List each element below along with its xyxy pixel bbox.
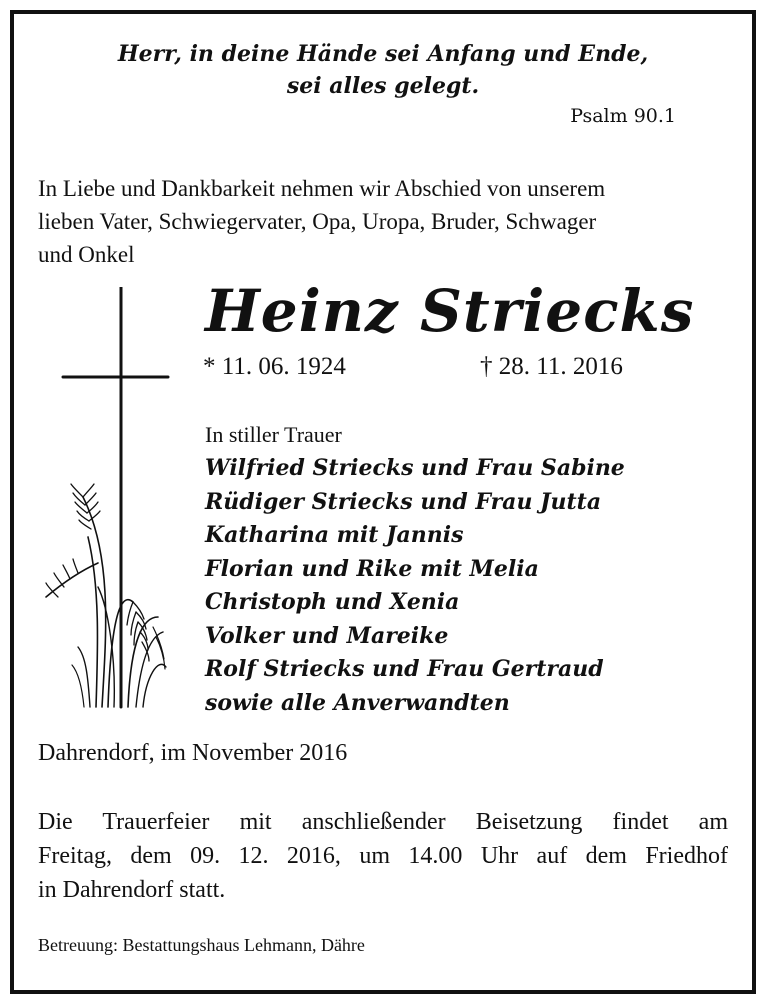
intro-text bbox=[38, 172, 728, 271]
birth-date: * 11. 06. 1924 bbox=[203, 353, 346, 380]
cross-with-wheat-icon bbox=[38, 287, 178, 712]
mourner-item: sowie alle Anverwandten bbox=[205, 689, 510, 716]
intro-line-2: lieben Vater, Schwiegervater, Opa, Uropa, Bruder, Schwager bbox=[38, 209, 597, 234]
motto-line-2: sei alles gelegt. bbox=[286, 73, 480, 99]
mourner-item: Wilfried Striecks und Frau Sabine bbox=[205, 455, 625, 481]
mourner-item: Rüdiger Striecks und Frau Jutta bbox=[205, 488, 602, 515]
psalm-reference: Psalm 90.1 bbox=[570, 105, 676, 127]
mourner-item: Christoph und Xenia bbox=[205, 589, 460, 615]
funeral-line-1: Die Trauerfeier mit anschließender Beisetzung findet am bbox=[38, 809, 728, 835]
motto-line-1: Herr, in deine Hände sei Anfang und Ende, bbox=[117, 41, 649, 67]
mourner-item: Rolf Striecks und Frau Gertraud bbox=[205, 656, 604, 682]
place-date: Dahrendorf, im November 2016 bbox=[38, 740, 348, 766]
mourners-list bbox=[205, 452, 625, 720]
death-date: † 28. 11. 2016 bbox=[480, 353, 623, 380]
funeral-line-3: in Dahrendorf statt. bbox=[38, 877, 226, 903]
funeral-line-2: Freitag, dem 09. 12. 2016, um 14.00 Uhr auf dem Friedhof bbox=[38, 843, 728, 869]
mourning-heading: In stiller Trauer bbox=[205, 422, 342, 447]
funeral-home-credit: Betreuung: Bestattungshaus Lehmann, Dähre bbox=[38, 935, 365, 955]
funeral-notice bbox=[38, 805, 728, 907]
mourner-item: Katharina mit Jannis bbox=[205, 522, 464, 548]
mourner-item: Florian und Rike mit Melia bbox=[205, 555, 539, 582]
mourner-item: Volker und Mareike bbox=[205, 622, 449, 649]
deceased-name: Heinz Striecks bbox=[205, 277, 695, 345]
intro-line-1: In Liebe und Dankbarkeit nehmen wir Abschied von unserem bbox=[38, 176, 606, 201]
intro-line-3: und Onkel bbox=[38, 242, 135, 267]
